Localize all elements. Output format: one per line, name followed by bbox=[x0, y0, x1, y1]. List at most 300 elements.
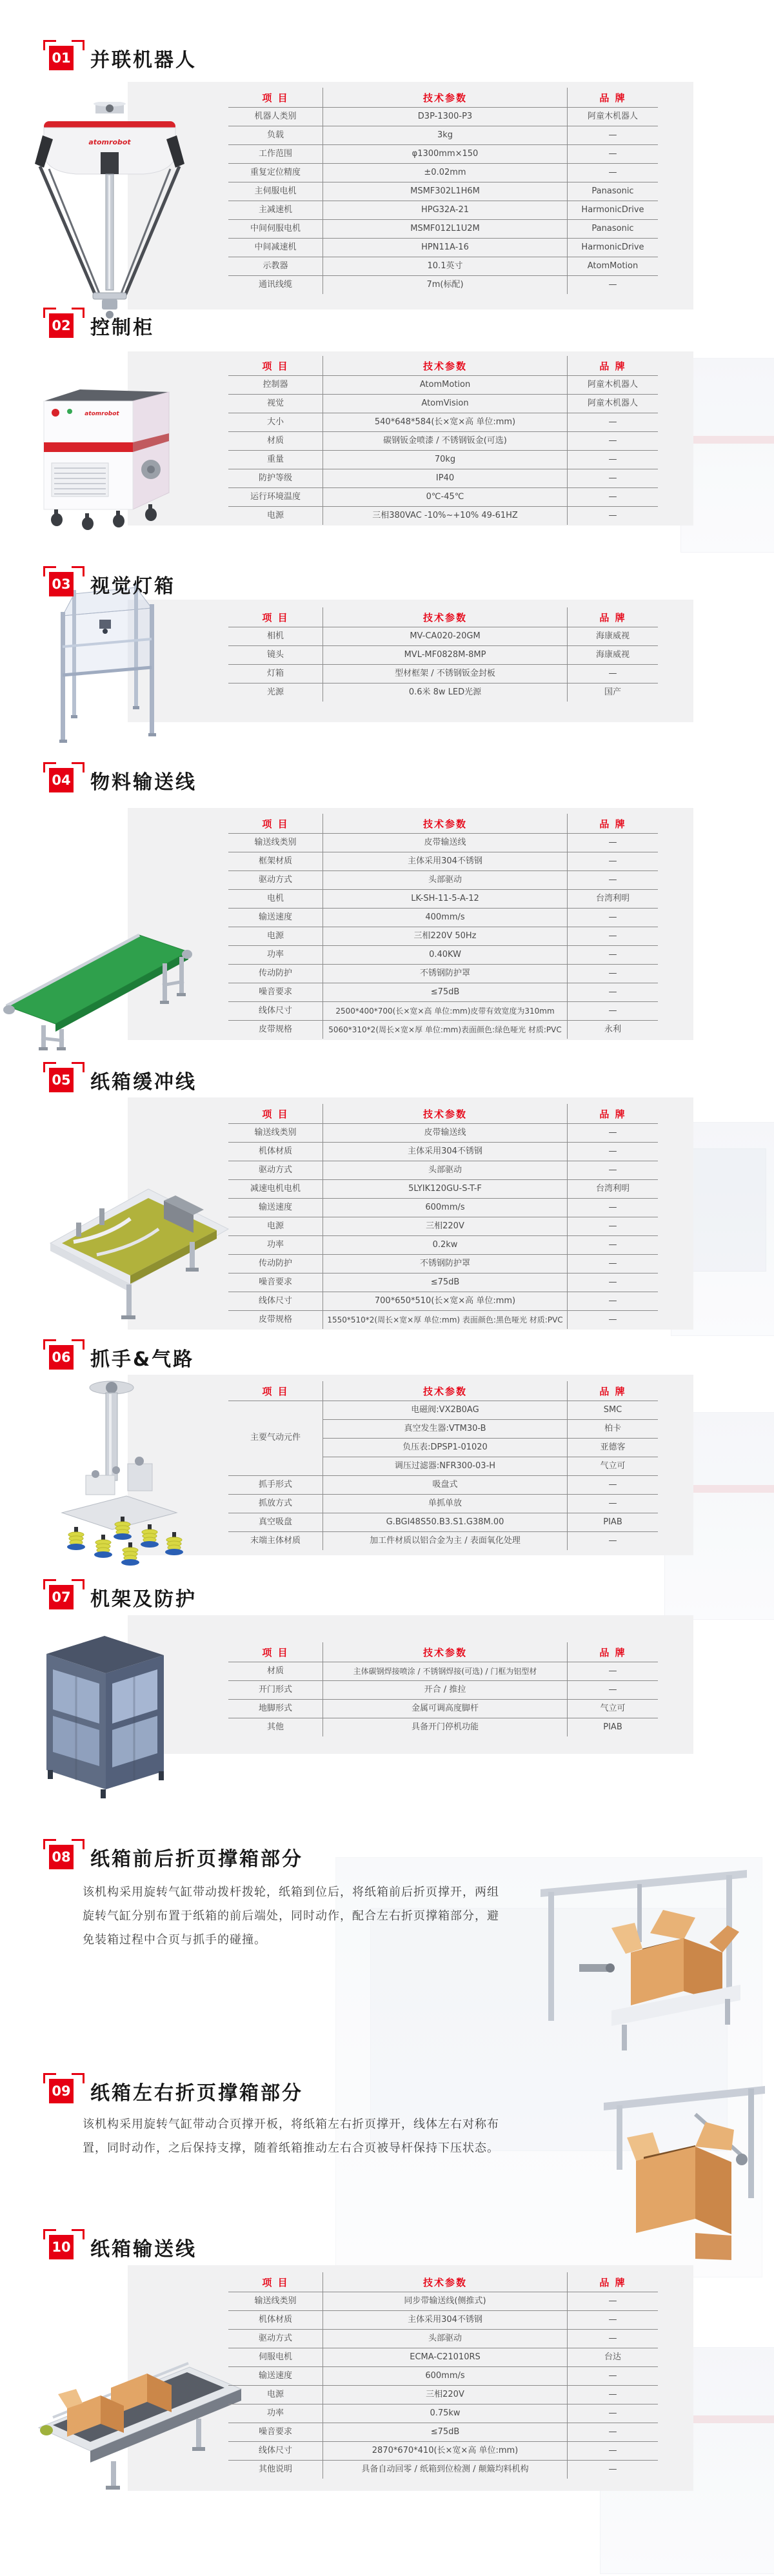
spec-cell: 400mm/s bbox=[323, 909, 568, 927]
spec-cell: 三相220V bbox=[323, 2386, 568, 2404]
brand-cell: 永利 bbox=[604, 1024, 621, 1034]
section-10-heading bbox=[49, 2233, 197, 2261]
spec-cell: D3P-1300-P3 bbox=[323, 108, 568, 126]
table-row bbox=[228, 2348, 658, 2367]
brand-cell: 台湾利明 bbox=[568, 890, 659, 909]
spec-cell: 开合 / 推拉 bbox=[323, 1681, 568, 1700]
table-row bbox=[228, 852, 658, 871]
section-04-heading bbox=[49, 766, 197, 794]
item-cell: 重复定位精度 bbox=[228, 164, 323, 182]
item-cell: 相机 bbox=[228, 627, 323, 646]
brand-cell: 台达 bbox=[568, 2348, 659, 2367]
table-header-row bbox=[228, 88, 658, 108]
spec-cell: AtomVision bbox=[323, 395, 568, 413]
section-number-badge: 05 bbox=[49, 1068, 74, 1092]
table-row bbox=[228, 1199, 658, 1217]
col-header-spec: 技术参数 bbox=[323, 2272, 568, 2292]
item-cell: 工作范围 bbox=[228, 145, 323, 164]
section-07-heading bbox=[49, 1583, 197, 1611]
brand-cell: PIAB bbox=[603, 1722, 622, 1732]
item-cell: 减速电机电机 bbox=[228, 1180, 323, 1199]
section-title: 机架及防护 bbox=[90, 1588, 197, 1611]
brand-cell: — bbox=[608, 2464, 617, 2474]
spec-cell: 三相380VAC -10%~+10% 49-61HZ bbox=[323, 507, 568, 526]
spec-table-carton-conveyor bbox=[228, 2272, 658, 2479]
brand-cell: — bbox=[568, 1124, 659, 1143]
spec-cell: MV-CA020-20GM bbox=[323, 627, 568, 646]
table-row bbox=[228, 1401, 658, 1420]
item-cell: 皮带规格 bbox=[258, 1314, 292, 1324]
spec-cell: HPN11A-16 bbox=[323, 239, 568, 257]
col-header-brand: 品 牌 bbox=[568, 1104, 659, 1124]
spec-cell: 600mm/s bbox=[323, 2367, 568, 2386]
item-cell: 传动防护 bbox=[228, 1255, 323, 1273]
spec-cell: 540*648*584(长×宽×高 单位:mm) bbox=[323, 413, 568, 432]
section-number-badge: 08 bbox=[49, 1845, 74, 1869]
table-row bbox=[228, 2292, 658, 2311]
spec-table-vision-lightbox bbox=[228, 607, 658, 702]
brand-cell: — bbox=[568, 1662, 659, 1681]
spec-cell: 具备开门停机功能 bbox=[323, 1718, 568, 1737]
table-row bbox=[228, 946, 658, 965]
section-title: 控制柜 bbox=[90, 317, 154, 339]
brand-cell: — bbox=[568, 2404, 659, 2423]
brand-cell: HarmonicDrive bbox=[568, 201, 659, 220]
section-title: 视觉灯箱 bbox=[90, 575, 175, 598]
brand-cell: — bbox=[568, 2292, 659, 2311]
table-row bbox=[228, 1021, 658, 1039]
item-cell: 噪音要求 bbox=[228, 1273, 323, 1292]
spec-cell: 0℃-45℃ bbox=[323, 488, 568, 507]
item-cell: 驱动方式 bbox=[228, 1161, 323, 1180]
item-cell: 抓手形式 bbox=[228, 1476, 323, 1495]
front-back-flap-mechanism-image bbox=[534, 1856, 753, 2069]
table-row bbox=[228, 220, 658, 239]
brand-cell: Panasonic bbox=[568, 220, 659, 239]
spec-cell: 10.1英寸 bbox=[323, 257, 568, 276]
table-row bbox=[228, 1161, 658, 1180]
spec-cell: φ1300mm×150 bbox=[323, 145, 568, 164]
item-cell: 电源 bbox=[228, 927, 323, 946]
item-cell: 主减速机 bbox=[228, 201, 323, 220]
table-row bbox=[228, 1311, 658, 1330]
table-row bbox=[228, 871, 658, 890]
brand-cell: — bbox=[568, 126, 659, 145]
brand-cell: — bbox=[608, 510, 617, 520]
brand-cell: — bbox=[568, 834, 659, 852]
table-row bbox=[228, 1124, 658, 1143]
brand-cell: 国产 bbox=[604, 687, 621, 697]
item-cell: 线体尺寸 bbox=[228, 1292, 323, 1311]
item-cell: 其他 bbox=[266, 1722, 284, 1732]
brand-cell: — bbox=[608, 279, 617, 290]
spec-cell: 金属可调高度脚杆 bbox=[323, 1700, 568, 1718]
table-row bbox=[228, 2311, 658, 2330]
brand-cell: SMC bbox=[568, 1401, 659, 1420]
table-row bbox=[228, 182, 658, 201]
brand-cell: — bbox=[568, 1273, 659, 1292]
col-header-spec: 技术参数 bbox=[323, 1642, 568, 1662]
spec-cell: 7m(标配) bbox=[323, 276, 568, 295]
section-05-heading bbox=[49, 1066, 197, 1094]
table-row bbox=[228, 1236, 658, 1255]
table-row bbox=[228, 1292, 658, 1311]
brand-cell: — bbox=[568, 469, 659, 488]
brand-cell: — bbox=[568, 665, 659, 683]
item-cell: 传动防护 bbox=[228, 965, 323, 983]
item-cell: 控制器 bbox=[228, 376, 323, 395]
brand-cell: — bbox=[568, 1002, 659, 1021]
item-cell: 功率 bbox=[228, 1236, 323, 1255]
spec-cell: 1550*510*2(周长×宽×厚 单位:mm) 表面颜色:黑色哑光 材质:PVC bbox=[323, 1311, 568, 1330]
brand-cell: — bbox=[568, 2311, 659, 2330]
brand-cell: — bbox=[568, 871, 659, 890]
table-row bbox=[228, 965, 658, 983]
section-09-description: 该机构采用旋转气缸带动合页撑开板，将纸箱左右折页撑开，线体左右对称布置，同时动作，之后保持支撑，随着纸箱推动左右合页被导杆保持下压状态。 bbox=[83, 2118, 499, 2155]
item-cell: 皮带规格 bbox=[258, 1024, 292, 1034]
item-cell: 主伺服电机 bbox=[228, 182, 323, 201]
item-cell: 镜头 bbox=[228, 646, 323, 665]
belt-conveyor-image bbox=[1, 872, 195, 1052]
brand-cell: — bbox=[568, 145, 659, 164]
spec-cell: MVL-MF0828M-8MP bbox=[323, 646, 568, 665]
table-row bbox=[228, 276, 658, 295]
table-row bbox=[228, 627, 658, 646]
table-row bbox=[228, 201, 658, 220]
brand-cell: — bbox=[568, 2386, 659, 2404]
col-header-brand: 品 牌 bbox=[568, 1642, 659, 1662]
spec-cell: 电磁阀:VX2B0AG bbox=[323, 1401, 568, 1420]
table-row bbox=[228, 2404, 658, 2423]
brand-cell: — bbox=[568, 852, 659, 871]
item-cell: 末端主体材质 bbox=[250, 1535, 301, 1546]
section-03-heading bbox=[49, 570, 175, 598]
item-cell: 驱动方式 bbox=[228, 2330, 323, 2348]
delta-robot-image bbox=[34, 102, 185, 321]
section-number-badge: 09 bbox=[49, 2079, 74, 2103]
item-cell: 电源 bbox=[228, 1217, 323, 1236]
item-cell: 通讯线缆 bbox=[258, 279, 292, 290]
item-cell: 机体材质 bbox=[228, 1143, 323, 1161]
spec-cell: MSMF302L1H6M bbox=[323, 182, 568, 201]
brand-cell: 气立可 bbox=[568, 1700, 659, 1718]
table-row bbox=[228, 927, 658, 946]
brand-cell: — bbox=[568, 2442, 659, 2461]
item-cell: 输送速度 bbox=[228, 1199, 323, 1217]
spec-cell: 皮带输送线 bbox=[323, 1124, 568, 1143]
table-row bbox=[228, 413, 658, 432]
table-row bbox=[228, 2442, 658, 2461]
item-cell: 伺服电机 bbox=[228, 2348, 323, 2367]
item-cell: 输送线类别 bbox=[228, 1124, 323, 1143]
section-number-badge: 01 bbox=[49, 46, 74, 70]
section-01-heading bbox=[49, 44, 197, 72]
table-row bbox=[228, 1476, 658, 1495]
spec-cell: 同步带输送线(侧推式) bbox=[323, 2292, 568, 2311]
spec-cell: 3kg bbox=[323, 126, 568, 145]
brand-cell: — bbox=[568, 1236, 659, 1255]
table-row bbox=[228, 683, 658, 702]
table-row bbox=[228, 1681, 658, 1700]
table-row bbox=[228, 1180, 658, 1199]
col-header-spec: 技术参数 bbox=[323, 356, 568, 376]
spec-cell: LK-SH-11-5-A-12 bbox=[323, 890, 568, 909]
col-header-item: 项 目 bbox=[228, 356, 323, 376]
spec-table-frame-guard bbox=[228, 1642, 658, 1736]
spec-cell: 皮带输送线 bbox=[323, 834, 568, 852]
spec-table-carton-buffer bbox=[228, 1104, 658, 1329]
spec-cell: 600mm/s bbox=[323, 1199, 568, 1217]
left-right-flap-mechanism-image bbox=[599, 2078, 769, 2285]
brand-cell: PIAB bbox=[568, 1513, 659, 1532]
table-row bbox=[228, 1217, 658, 1236]
table-row bbox=[228, 376, 658, 395]
table-row bbox=[228, 983, 658, 1002]
section-02-heading bbox=[49, 311, 154, 340]
col-header-spec: 技术参数 bbox=[323, 1381, 568, 1401]
col-header-item: 项 目 bbox=[228, 607, 323, 627]
brand-cell: 阿童木机器人 bbox=[568, 395, 659, 413]
spec-cell: 调压过滤器:NFR300-03-H bbox=[323, 1457, 568, 1476]
table-row bbox=[228, 488, 658, 507]
col-header-brand: 品 牌 bbox=[568, 1381, 659, 1401]
table-row bbox=[228, 2423, 658, 2442]
table-row bbox=[228, 145, 658, 164]
brand-cell: — bbox=[568, 927, 659, 946]
brand-cell: — bbox=[568, 1217, 659, 1236]
table-row bbox=[228, 1700, 658, 1718]
table-header-row bbox=[228, 607, 658, 627]
spec-cell: ≤75dB bbox=[323, 2423, 568, 2442]
section-number-badge: 10 bbox=[49, 2235, 74, 2259]
table-header-row bbox=[228, 356, 658, 376]
brand-cell: 海康威视 bbox=[568, 627, 659, 646]
background-machine-ghost bbox=[680, 358, 774, 553]
item-cell: 机体材质 bbox=[228, 2311, 323, 2330]
spec-cell: ECMA-C21010RS bbox=[323, 2348, 568, 2367]
item-cell: 负载 bbox=[228, 126, 323, 145]
item-cell: 功率 bbox=[228, 2404, 323, 2423]
spec-cell: 0.75kw bbox=[323, 2404, 568, 2423]
spec-cell: 5060*310*2(周长×宽×厚 单位:mm)表面颜色:绿色哑光 材质:PVC bbox=[323, 1021, 568, 1039]
spec-cell: 真空发生器:VTM30-B bbox=[323, 1420, 568, 1439]
item-cell: 电源 bbox=[228, 2386, 323, 2404]
col-header-brand: 品 牌 bbox=[568, 814, 659, 834]
brand-cell: — bbox=[568, 1143, 659, 1161]
spec-cell: 碳钢钣金喷漆 / 不锈钢钣金(可选) bbox=[323, 432, 568, 451]
section-08-description: 该机构采用旋转气缸带动拨杆拨轮，纸箱到位后，将纸箱前后折页撑开，两组旋转气缸分别布置于纸箱的前后端处，同时动作，配合左右折页撑箱部分，避免装箱过程中合页与抓手的碰撞。 bbox=[83, 1885, 499, 1947]
spec-cell: 不锈钢防护罩 bbox=[323, 1255, 568, 1273]
brand-cell: 气立可 bbox=[568, 1457, 659, 1476]
brand-cell: — bbox=[568, 164, 659, 182]
item-cell: 输送线类别 bbox=[228, 834, 323, 852]
table-header-row bbox=[228, 814, 658, 834]
table-row bbox=[228, 646, 658, 665]
col-header-item: 项 目 bbox=[228, 88, 323, 108]
brand-cell: — bbox=[568, 946, 659, 965]
item-cell: 线体尺寸 bbox=[228, 2442, 323, 2461]
brand-cell: — bbox=[568, 1681, 659, 1700]
spec-cell: 700*650*510(长×宽×高 单位:mm) bbox=[323, 1292, 568, 1311]
table-row bbox=[228, 2330, 658, 2348]
item-cell: 运行环境温度 bbox=[228, 488, 323, 507]
section-title: 纸箱输送线 bbox=[90, 2238, 197, 2261]
table-row bbox=[228, 834, 658, 852]
item-cell: 电源 bbox=[266, 510, 284, 520]
brand-cell: — bbox=[608, 1535, 617, 1546]
spec-table-control-cabinet bbox=[228, 356, 658, 525]
table-row bbox=[228, 126, 658, 145]
item-cell: 线体尺寸 bbox=[228, 1002, 323, 1021]
item-cell: 示教器 bbox=[228, 257, 323, 276]
item-cell: 其他说明 bbox=[258, 2464, 292, 2474]
col-header-spec: 技术参数 bbox=[323, 814, 568, 834]
brand-cell: — bbox=[568, 2423, 659, 2442]
table-header-row bbox=[228, 2272, 658, 2292]
table-row bbox=[228, 257, 658, 276]
table-row bbox=[228, 909, 658, 927]
spec-cell: 负压表:DPSP1-01020 bbox=[323, 1439, 568, 1457]
section-title: 纸箱缓冲线 bbox=[90, 1071, 197, 1094]
spec-cell: ≤75dB bbox=[323, 983, 568, 1002]
item-cell: 材质 bbox=[228, 432, 323, 451]
brand-cell: — bbox=[568, 1161, 659, 1180]
table-row bbox=[228, 239, 658, 257]
table-row bbox=[228, 1002, 658, 1021]
spec-cell: 单抓单放 bbox=[323, 1495, 568, 1513]
brand-cell: — bbox=[568, 2330, 659, 2348]
item-cell: 中间减速机 bbox=[228, 239, 323, 257]
spec-cell: 三相220V bbox=[323, 1217, 568, 1236]
col-header-item: 项 目 bbox=[228, 1642, 323, 1662]
brand-cell: — bbox=[568, 2367, 659, 2386]
table-row bbox=[228, 2367, 658, 2386]
item-cell: 开门形式 bbox=[228, 1681, 323, 1700]
section-title: 抓手&气路 bbox=[90, 1348, 195, 1371]
section-title: 纸箱前后折页撑箱部分 bbox=[90, 1848, 303, 1871]
brand-cell: — bbox=[568, 488, 659, 507]
spec-cell: ≤75dB bbox=[323, 1273, 568, 1292]
spec-cell: IP40 bbox=[323, 469, 568, 488]
item-cell: 电机 bbox=[228, 890, 323, 909]
table-row bbox=[228, 1273, 658, 1292]
brand-cell: — bbox=[568, 451, 659, 469]
control-cabinet-image bbox=[37, 373, 176, 531]
section-number-badge: 04 bbox=[49, 768, 74, 792]
item-cell: 真空吸盘 bbox=[228, 1513, 323, 1532]
table-row bbox=[228, 432, 658, 451]
col-header-brand: 品 牌 bbox=[568, 2272, 659, 2292]
brand-cell: 亚德客 bbox=[568, 1439, 659, 1457]
brand-cell: — bbox=[568, 1292, 659, 1311]
table-row bbox=[228, 451, 658, 469]
col-header-item: 项 目 bbox=[228, 2272, 323, 2292]
brand-cell: 柏卡 bbox=[568, 1420, 659, 1439]
spec-cell: 2870*670*410(长×宽×高 单位:mm) bbox=[323, 2442, 568, 2461]
col-header-item: 项 目 bbox=[228, 1104, 323, 1124]
spec-cell: 2500*400*700(长×宽×高 单位:mm)皮带有效宽度为310mm bbox=[323, 1002, 568, 1021]
item-cell: 主要气动元件 bbox=[228, 1401, 323, 1476]
section-06-heading bbox=[49, 1343, 194, 1372]
spec-cell: 头部驱动 bbox=[323, 1161, 568, 1180]
spec-cell: 头部驱动 bbox=[323, 2330, 568, 2348]
gripper-image bbox=[50, 1379, 189, 1601]
col-header-spec: 技术参数 bbox=[323, 607, 568, 627]
spec-cell: 主体采用304不锈钢 bbox=[323, 852, 568, 871]
table-row bbox=[228, 1143, 658, 1161]
table-row bbox=[228, 108, 658, 126]
spec-cell: 主体采用304不锈钢 bbox=[323, 1143, 568, 1161]
item-cell: 噪音要求 bbox=[228, 2423, 323, 2442]
brand-logo-text: atomrobot bbox=[84, 411, 119, 417]
section-number-badge: 03 bbox=[49, 572, 74, 596]
table-row bbox=[228, 2461, 658, 2479]
brand-cell: — bbox=[568, 909, 659, 927]
spec-cell: 0.6米 8w LED光源 bbox=[323, 683, 568, 702]
brand-cell: — bbox=[568, 965, 659, 983]
item-cell: 地脚形式 bbox=[228, 1700, 323, 1718]
section-08-heading bbox=[49, 1843, 303, 1871]
col-header-spec: 技术参数 bbox=[323, 88, 568, 108]
item-cell: 功率 bbox=[228, 946, 323, 965]
brand-cell: — bbox=[568, 1495, 659, 1513]
brand-cell: 阿童木机器人 bbox=[568, 376, 659, 395]
section-title: 物料输送线 bbox=[90, 771, 197, 794]
item-cell: 噪音要求 bbox=[228, 983, 323, 1002]
spec-cell: 吸盘式 bbox=[323, 1476, 568, 1495]
item-cell: 输送线类别 bbox=[228, 2292, 323, 2311]
section-title: 纸箱左右折页撑箱部分 bbox=[90, 2082, 303, 2105]
table-row bbox=[228, 1513, 658, 1532]
section-number-badge: 06 bbox=[49, 1345, 74, 1370]
spec-table-material-conveyor bbox=[228, 814, 658, 1039]
brand-cell: — bbox=[568, 983, 659, 1002]
table-row bbox=[228, 890, 658, 909]
item-cell: 光源 bbox=[266, 687, 284, 697]
table-row bbox=[228, 1718, 658, 1737]
brand-cell: — bbox=[608, 1314, 617, 1324]
item-cell: 中间伺服电机 bbox=[228, 220, 323, 239]
table-header-row bbox=[228, 1104, 658, 1124]
table-row bbox=[228, 1255, 658, 1273]
brand-cell: 台湾利明 bbox=[568, 1180, 659, 1199]
item-cell: 输送速度 bbox=[228, 2367, 323, 2386]
brand-cell: — bbox=[568, 413, 659, 432]
vision-lightbox-image bbox=[54, 582, 167, 743]
table-row bbox=[228, 2386, 658, 2404]
table-header-row bbox=[228, 1642, 658, 1662]
item-cell: 框架材质 bbox=[228, 852, 323, 871]
brand-cell: — bbox=[568, 1255, 659, 1273]
spec-cell: 70kg bbox=[323, 451, 568, 469]
brand-cell: 海康威视 bbox=[568, 646, 659, 665]
table-row bbox=[228, 1495, 658, 1513]
carton-buffer-line-image bbox=[37, 1146, 237, 1333]
spec-cell: 头部驱动 bbox=[323, 871, 568, 890]
col-header-brand: 品 牌 bbox=[568, 607, 659, 627]
item-cell: 灯箱 bbox=[228, 665, 323, 683]
spec-cell: 加工件材质以铝合金为主 / 表面氧化处理 bbox=[323, 1532, 568, 1551]
spec-cell: G.BGI48S50.B3.S1.G38M.00 bbox=[323, 1513, 568, 1532]
table-header-row bbox=[228, 1381, 658, 1401]
brand-cell: — bbox=[568, 1476, 659, 1495]
item-cell: 大小 bbox=[228, 413, 323, 432]
brand-cell: — bbox=[568, 432, 659, 451]
item-cell: 驱动方式 bbox=[228, 871, 323, 890]
spec-cell: 型材框架 / 不锈钢钣金封板 bbox=[323, 665, 568, 683]
brand-logo-text: atomrobot bbox=[88, 138, 131, 146]
brand-cell: AtomMotion bbox=[568, 257, 659, 276]
